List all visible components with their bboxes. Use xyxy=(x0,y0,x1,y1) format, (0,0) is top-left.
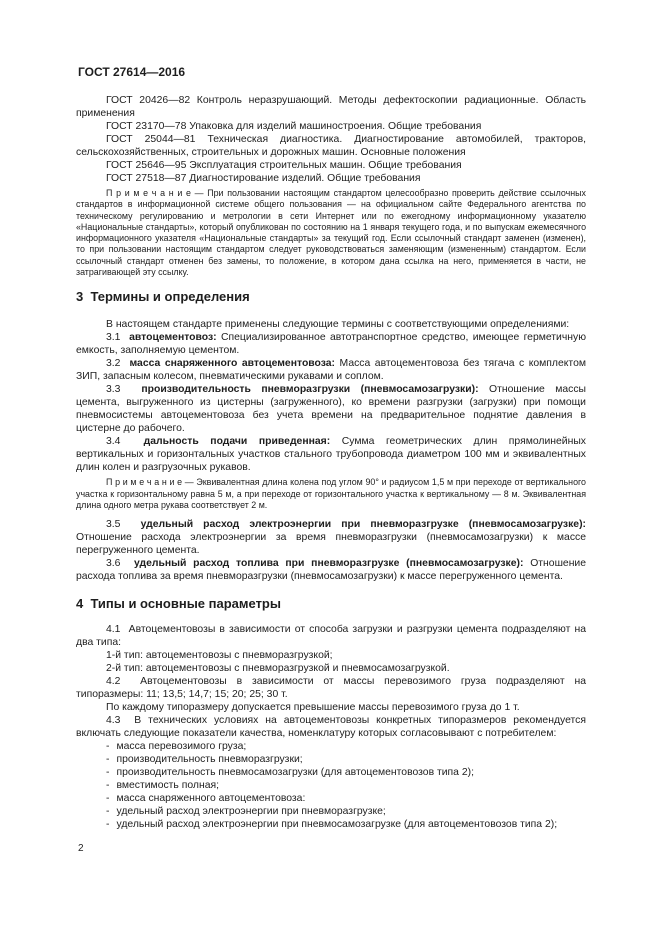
bullet-marker: - xyxy=(106,767,110,779)
term-text: Отношение расхода топлива за время пневморазгрузки (пневмосамозагрузки) к массе перегруженного цемента. xyxy=(76,558,589,583)
paragraph-4-2: 4.2 Автоцементовозы в зависимости от массы перевозимого груза подразделяют на типоразмеры: 11; 13,5; 14,7; 15; 20; 25; 30 т. xyxy=(76,676,589,701)
paragraph-4-2a: По каждому типоразмеру допускается превышение массы перевозимого груза до 1 т. xyxy=(106,702,520,714)
term-name: производительность пневморазгрузки (пневмосамозагрузки): xyxy=(141,384,489,396)
term-number: 3.2 xyxy=(106,358,130,370)
running-header: ГОСТ 27614—2016 xyxy=(78,65,186,79)
section-3-intro: В настоящем стандарте применены следующие термины с соответствующими определениями: xyxy=(106,319,570,331)
term-number: 3.3 xyxy=(106,384,142,396)
bullet-marker: - xyxy=(106,793,110,805)
paragraph-4-3: 4.3 В технических условиях на автоцементовозы конкретных типоразмеров рекомендуется включать следующие показатели качества, номенклатуру которых согласовывают с потребителем: xyxy=(76,715,589,740)
type-1-line: 1-й тип: автоцементовозы с пневморазгрузкой; xyxy=(106,650,333,662)
term-number: 3.1 xyxy=(106,332,130,344)
list-item xyxy=(76,766,586,779)
term-name: удельный расход электроэнергии при пневморазгрузке (пневмосамозагрузке): xyxy=(140,519,589,531)
list-item-text: удельный расход электроэнергии при пневмосамозагрузке (для автоцементовозов типа 2); xyxy=(116,819,558,831)
reference-item: ГОСТ 23170—78 Упаковка для изделий машиностроения. Общие требования xyxy=(106,121,482,132)
list-item-text: вместимость полная; xyxy=(116,780,219,792)
term-name: автоцементовоз: xyxy=(129,332,221,344)
term-text: Масса автоцементовоза без тягача с комплектом ЗИП, запасным колесом, пневматическими рукавами и соплом. xyxy=(76,358,589,383)
term-definition-3-2 xyxy=(76,357,589,383)
term-name: дальность подачи приведенная: xyxy=(143,436,342,448)
term-text: Сумма геометрических длин прямолинейных вертикальных и горизонтальных участков стального трубопровода диаметром 100 мм и эквивалентных длин колен и разгрузочных рукавов. xyxy=(76,436,589,474)
type-2-line: 2-й тип: автоцементовозы с пневморазгрузкой и пневмосамозагрузкой. xyxy=(106,663,450,675)
list-item-text: производительность пневмосамозагрузки (для автоцементовозов типа 2); xyxy=(116,767,474,779)
term-3-4-note: П р и м е ч а н и е — Эквивалентная длина колена под углом 90° и радиусом 1,5 м при переходе от вертикального участка к горизонтальному равна 5 м, а при переходе от горизонтального участка к вертикальному — 8 м. Эквивалентная длина одного метра рукава соответствует 2 м. xyxy=(76,477,589,510)
references-note: П р и м е ч а н и е — При пользовании настоящим стандартом целесообразно проверить действие ссылочных стандартов в информационной системе общего пользования — на официальном сайте Федерального агентства по техническому регулированию и метрологии в сети Интернет или по ежегодному информационному указателю «Национальные стандарты», который опубликован по состоянию на 1 января текущего года, и по выпускам ежемесячного информационного указателя «Национальные стандарты» за текущий год. Если ссылочный стандарт заменен (изменен), то при пользовании настоящим стандартом следует руководствоваться заменяющим (измененным) стандартом. Если ссылочный стандарт отменен без замены, то положение, в котором дана ссылка на него, применяется в части, не затрагивающей эту ссылку. xyxy=(76,188,589,278)
term-definition-3-3 xyxy=(76,383,589,435)
term-text: Специализированное автотранспортное средство, имеющее герметичную емкость, заполняемую цементом. xyxy=(76,332,589,357)
list-item xyxy=(76,779,586,792)
term-definition-3-6 xyxy=(76,557,589,583)
list-item-text: производительность пневморазгрузки; xyxy=(116,754,303,766)
list-item-text: удельный расход электроэнергии при пневморазгрузке; xyxy=(116,806,386,818)
reference-item: ГОСТ 27518—87 Диагностирование изделий. Общие требования xyxy=(106,173,421,184)
term-definition-3-5 xyxy=(76,518,589,557)
page-number: 2 xyxy=(78,843,84,854)
term-number: 3.4 xyxy=(106,436,144,448)
list-item xyxy=(76,753,586,766)
term-text: Отношение массы цемента, выгруженного из цистерны (загруженного), ко времени разгрузки (загрузки) при помощи пневмосистемы автоцементовоза без учета времени на предварительное поднятие давления в цистерне до рабочего. xyxy=(76,384,589,435)
term-number: 3.6 xyxy=(106,558,134,570)
list-item xyxy=(76,805,586,818)
bullet-marker: - xyxy=(106,819,110,831)
term-name: удельный расход топлива при пневморазгрузке (пневмосамозагрузке): xyxy=(133,558,531,570)
bullet-marker: - xyxy=(106,741,110,753)
list-item xyxy=(76,792,586,805)
bullet-marker: - xyxy=(106,780,110,792)
list-item xyxy=(76,818,586,831)
page-content xyxy=(76,65,589,831)
reference-item: ГОСТ 20426—82 Контроль неразрушающий. Методы дефектоскопии радиационные. Область применения xyxy=(76,95,589,119)
term-name: масса снаряженного автоцементовоза: xyxy=(129,358,340,370)
paragraph-4-1: 4.1 Автоцементовозы в зависимости от способа загрузки и разгрузки цемента подразделяют на два типа: xyxy=(76,624,589,649)
list-item-text: масса перевозимого груза; xyxy=(116,741,247,753)
term-number: 3.5 xyxy=(106,519,141,531)
section-4-heading: 4 Типы и основные параметры xyxy=(76,596,281,612)
bullet-marker: - xyxy=(106,754,110,766)
term-text: Отношение расхода электроэнергии за время пневморазгрузки (пневмосамозагрузки) к массе перегруженного цемента. xyxy=(76,532,589,557)
term-definition-3-1 xyxy=(76,331,589,357)
list-item-text: масса снаряженного автоцементовоза: xyxy=(116,793,306,805)
reference-item: ГОСТ 25646—95 Эксплуатация строительных машин. Общие требования xyxy=(106,160,462,171)
bullet-marker: - xyxy=(106,806,110,818)
reference-item: ГОСТ 25044—81 Техническая диагностика. Диагностирование автомобилей, тракторов, сельскохозяйственных, строительных и дорожных машин. Основные положения xyxy=(76,134,589,158)
list-item xyxy=(76,740,586,753)
section-3-heading: 3 Термины и определения xyxy=(76,289,250,305)
term-definition-3-4 xyxy=(76,435,589,474)
